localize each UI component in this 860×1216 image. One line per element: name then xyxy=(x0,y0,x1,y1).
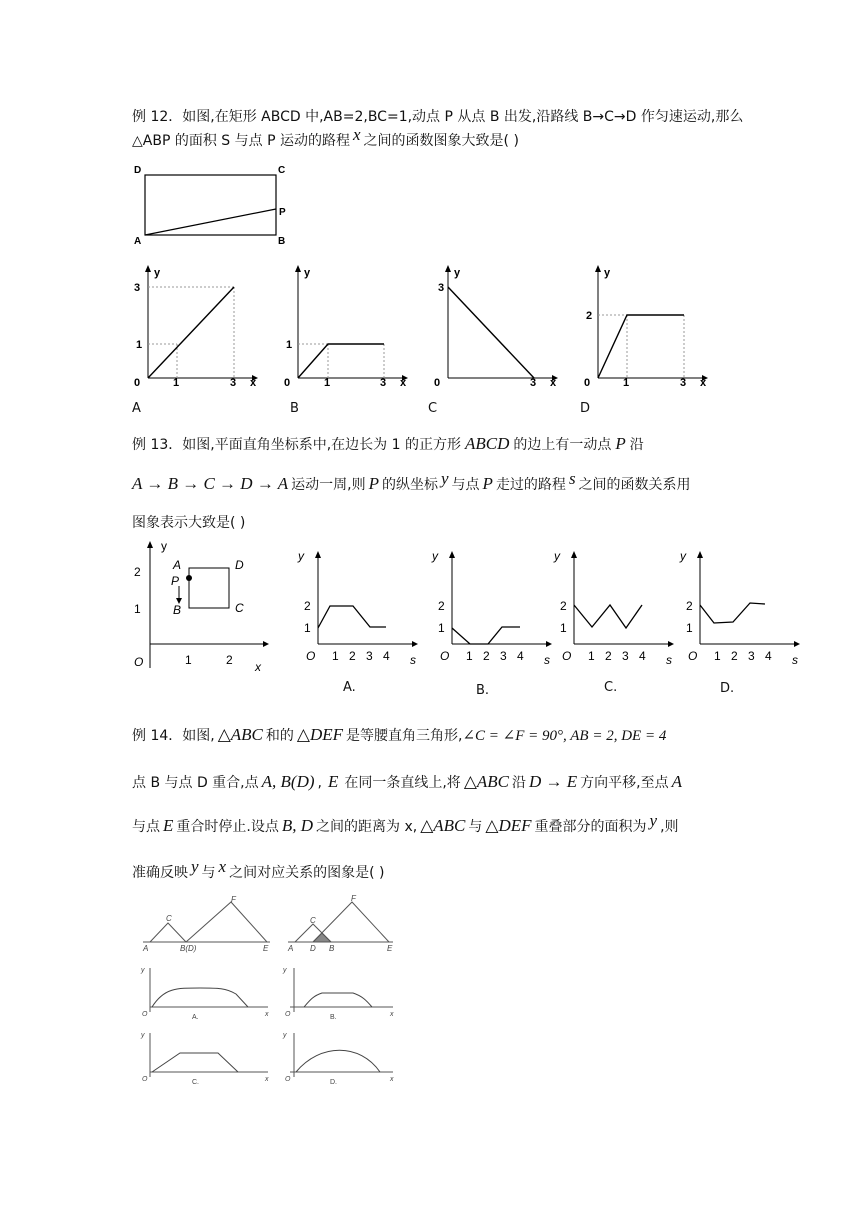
label-p: P xyxy=(171,574,180,588)
origin: O xyxy=(285,1076,291,1083)
xtick-3: 3 xyxy=(622,649,629,663)
ex14-text-2c: 在同一条直线上,将 xyxy=(344,775,461,791)
function-line xyxy=(574,605,642,628)
ex13-line3: 图象表示大致是( ) xyxy=(132,515,246,531)
ex14-text-1b: 和的 xyxy=(265,728,294,744)
ex14-graph-c xyxy=(140,1027,275,1087)
y-label: y xyxy=(161,539,167,553)
y-label: y xyxy=(283,967,287,974)
xtick-2: 2 xyxy=(349,649,356,663)
tick-3: 3 xyxy=(438,282,445,294)
xtick-3: 3 xyxy=(748,649,755,663)
y-arrow xyxy=(147,541,153,548)
xtick-3: 3 xyxy=(680,377,687,389)
triangle-abc xyxy=(150,923,186,942)
xtick-2: 2 xyxy=(605,649,612,663)
label-a: A xyxy=(143,944,149,953)
ex14-text-2d: 沿 xyxy=(512,775,526,791)
xtick-1: 1 xyxy=(173,377,180,389)
label-a: A xyxy=(288,944,294,953)
x-label: x xyxy=(265,1011,269,1018)
ex12-graph-c xyxy=(430,262,560,392)
ex14-text-3c: 之间的距离为 x, xyxy=(316,819,418,835)
ex12-option-c[interactable]: C xyxy=(428,401,438,416)
segment-ap xyxy=(145,209,276,235)
ex12-option-d[interactable]: D xyxy=(580,401,591,416)
label-b: B xyxy=(278,236,286,247)
ex14-math: ∠C = ∠F = 90°, AB = 2, DE = 4 xyxy=(462,728,667,744)
ytick-2: 2 xyxy=(560,599,567,613)
tick-2: 2 xyxy=(586,310,593,322)
function-line xyxy=(318,606,386,628)
origin: O xyxy=(134,655,144,669)
s-label: s xyxy=(544,653,550,667)
y-label: y xyxy=(432,549,438,563)
ex13-var-p3: P xyxy=(482,474,493,493)
xtick-1: 1 xyxy=(185,653,192,667)
ytick-1: 1 xyxy=(438,621,445,635)
ex14-text-1a: 例 14．如图, xyxy=(132,728,215,744)
ex14-triangles-initial xyxy=(140,895,275,955)
ex13-graph-a xyxy=(296,548,426,673)
y-arrow xyxy=(449,551,455,558)
x-arrow xyxy=(794,641,800,647)
ex13-text-2e: 走过的路程 xyxy=(495,477,566,493)
x-label: x xyxy=(255,660,261,674)
function-curve xyxy=(152,988,248,1007)
xtick-4: 4 xyxy=(639,649,646,663)
y-arrow xyxy=(697,551,703,558)
y-arrow xyxy=(295,265,301,272)
ex14-triangles-shifted xyxy=(285,893,397,955)
function-line xyxy=(598,315,684,378)
tick-1: 1 xyxy=(136,339,143,351)
ex14-graph-a xyxy=(140,962,275,1022)
y-arrow xyxy=(145,265,151,272)
xtick-1: 1 xyxy=(623,377,630,389)
ex14-text-4a: 准确反映 xyxy=(132,865,188,881)
label-d: D xyxy=(235,558,244,572)
y-label: y xyxy=(454,267,461,279)
y-arrow xyxy=(315,551,321,558)
ex13-square-figure xyxy=(128,538,278,678)
label-a: A xyxy=(173,558,182,572)
ytick-1: 1 xyxy=(560,621,567,635)
ex12-option-b[interactable]: B xyxy=(290,401,299,416)
origin: 0 xyxy=(434,377,441,389)
origin: O xyxy=(306,649,316,663)
x-label: x xyxy=(390,1011,394,1018)
ex12-graph-a xyxy=(130,262,260,392)
xtick-3: 3 xyxy=(530,377,537,389)
x-arrow xyxy=(412,641,418,647)
ex13-text-1c: 沿 xyxy=(629,437,644,453)
origin: 0 xyxy=(134,377,141,389)
xtick-4: 4 xyxy=(383,649,390,663)
x-label: x xyxy=(400,377,407,389)
y-label: y xyxy=(298,549,304,563)
ex13-text-2b: 一周,则 xyxy=(319,477,366,493)
function-line xyxy=(700,603,765,623)
label-e: E xyxy=(387,944,393,953)
ex14-var-e2: E xyxy=(163,816,174,835)
ytick-2: 2 xyxy=(438,599,445,613)
ex13-option-a[interactable]: A. xyxy=(343,680,356,695)
origin: O xyxy=(142,1076,148,1083)
ytick-2: 2 xyxy=(304,599,311,613)
ex13-text-1a: 例 13．如图,平面直角坐标系中,在边长为 1 的正方形 xyxy=(132,437,461,453)
ytick-2: 2 xyxy=(686,599,693,613)
xtick-1: 1 xyxy=(332,649,339,663)
xtick-4: 4 xyxy=(517,649,524,663)
ex12-line2-text-b: 之间的函数图象大致是( ) xyxy=(363,133,519,149)
ex13-option-b[interactable]: B. xyxy=(476,683,490,698)
ex14-text-2a: 点 B 与点 D 重合,点 xyxy=(132,775,259,791)
label-c: C xyxy=(278,165,286,176)
ex14-var-abc: △ABC xyxy=(217,725,263,744)
ex12-line2 xyxy=(132,125,519,150)
y-label: y xyxy=(141,967,145,974)
ex12-graph-b xyxy=(280,262,410,392)
ex13-path: A → B → C → D → A xyxy=(132,474,289,493)
function-curve xyxy=(304,993,372,1007)
function-curve xyxy=(296,1050,380,1072)
origin: O xyxy=(688,649,698,663)
ex12-line1: 例 12．如图,在矩形 ABCD 中,AB=2,BC=1,动点 P 从点 B 出发,沿路线 B→C→D 作匀速运动,那么 xyxy=(132,109,744,125)
triangle-def xyxy=(186,902,267,942)
xtick-3: 3 xyxy=(500,649,507,663)
ytick-1: 1 xyxy=(686,621,693,635)
ex13-line1 xyxy=(132,434,644,454)
xtick-3: 3 xyxy=(366,649,373,663)
ex14-line4 xyxy=(132,857,385,882)
function-line xyxy=(148,287,234,378)
x-arrow xyxy=(263,641,269,647)
label-a: A xyxy=(134,236,142,247)
origin: 0 xyxy=(584,377,591,389)
ex14-text-2b: , xyxy=(317,775,322,791)
origin: O xyxy=(562,649,572,663)
x-arrow xyxy=(668,641,674,647)
ex14-var-a: A xyxy=(671,772,683,791)
y-label: y xyxy=(304,267,311,279)
ex14-var-abc3: △ABC xyxy=(420,816,466,835)
label-bd: B(D) xyxy=(180,944,197,953)
ex14-text-4c: 之间对应关系的图象是( ) xyxy=(229,865,385,881)
y-arrow xyxy=(571,551,577,558)
ex14-text-3b: 重合时停止.设点 xyxy=(176,819,279,835)
ex14-text-3d: 与 xyxy=(468,819,483,835)
ex14-text-3e: 重叠部分的面积为 xyxy=(534,819,647,835)
xtick-4: 4 xyxy=(765,649,772,663)
caption: C. xyxy=(192,1079,199,1086)
ex12-line2-text-a: △ABP 的面积 S 与点 P 运动的路程 xyxy=(132,133,350,149)
y-label: y xyxy=(604,267,611,279)
caption: B. xyxy=(330,1014,337,1021)
square-abcd xyxy=(189,568,229,608)
ex14-text-2e: 方向平移,至点 xyxy=(580,775,669,791)
ex13-var-p2: P xyxy=(368,474,379,493)
function-line xyxy=(452,627,520,644)
ex14-text-4b: 与 xyxy=(201,865,216,881)
ex12-option-a[interactable]: A xyxy=(132,401,141,416)
ex14-line3 xyxy=(132,811,679,836)
xtick-1: 1 xyxy=(466,649,473,663)
label-b: B xyxy=(173,603,182,617)
s-label: s xyxy=(792,653,798,667)
ex13-var-s: s xyxy=(568,469,576,488)
xtick-3: 3 xyxy=(380,377,387,389)
label-c: C xyxy=(235,601,244,615)
xtick-1: 1 xyxy=(588,649,595,663)
tick-3: 3 xyxy=(134,282,141,294)
ex13-text-2c: 的纵坐标 xyxy=(382,477,438,493)
point-p xyxy=(186,575,192,581)
function-line xyxy=(152,1053,238,1072)
ex13-graph-d xyxy=(678,548,808,673)
ex14-var-de: D → E xyxy=(529,772,578,791)
ex14-var-y: y xyxy=(649,811,658,830)
ex13-line2 xyxy=(132,469,691,494)
rectangle-abcd xyxy=(145,175,276,235)
label-d: D xyxy=(310,944,316,953)
ex13-graph-b xyxy=(430,548,560,673)
xtick-2: 2 xyxy=(226,653,233,667)
s-label: s xyxy=(666,653,672,667)
ex13-var-y: y xyxy=(441,469,449,488)
x-label: x xyxy=(700,377,707,389)
label-d: D xyxy=(134,165,142,176)
label-f: F xyxy=(351,894,356,903)
xtick-1: 1 xyxy=(714,649,721,663)
x-label: x xyxy=(265,1076,269,1083)
ex14-text-3f: ,则 xyxy=(660,819,679,835)
x-label: x xyxy=(390,1076,394,1083)
ex14-line2 xyxy=(132,772,685,792)
ex13-option-d[interactable]: D. xyxy=(720,681,735,696)
y-label: y xyxy=(154,267,161,279)
function-line xyxy=(298,344,384,378)
ex13-var-p: P xyxy=(615,434,626,453)
origin: O xyxy=(440,649,450,663)
ex12-graph-d xyxy=(580,262,710,392)
label-f: F xyxy=(231,895,236,904)
ex14-graph-b xyxy=(280,962,400,1022)
xtick-3: 3 xyxy=(230,377,237,389)
ytick-1: 1 xyxy=(304,621,311,635)
y-arrow xyxy=(445,265,451,272)
ex14-text-1c: 是等腰直角三角形, xyxy=(346,728,463,744)
origin: O xyxy=(285,1011,291,1018)
ex13-graph-c xyxy=(552,548,682,673)
ex14-var-bd: B, D xyxy=(281,816,314,835)
xtick-2: 2 xyxy=(731,649,738,663)
x-label: x xyxy=(550,377,557,389)
y-label: y xyxy=(283,1032,287,1039)
xtick-2: 2 xyxy=(483,649,490,663)
ex14-var-def: △DEF xyxy=(296,725,344,744)
ex13-text-2f: 之间的函数关系用 xyxy=(578,477,691,493)
origin: 0 xyxy=(284,377,291,389)
ex14-var-x: x xyxy=(218,857,227,876)
ex12-var-x: x xyxy=(352,125,361,144)
ex14-var-abd: A, B(D) xyxy=(261,772,315,791)
ex12-rectangle-figure xyxy=(130,160,290,250)
xtick-1: 1 xyxy=(324,377,331,389)
function-line xyxy=(448,287,534,378)
ex14-var-abc2: △ABC xyxy=(463,772,509,791)
y-arrow xyxy=(595,265,601,272)
caption: D. xyxy=(330,1079,337,1086)
ex13-text-2d: 与点 xyxy=(451,477,480,493)
caption: A. xyxy=(192,1014,199,1021)
ex14-graph-d xyxy=(280,1027,400,1087)
label-p: P xyxy=(279,207,286,218)
label-e: E xyxy=(263,944,269,953)
ex14-line1 xyxy=(132,725,666,745)
s-label: s xyxy=(410,653,416,667)
ex13-var-abcd: ABCD xyxy=(464,434,510,453)
x-label: x xyxy=(250,377,257,389)
ex14-var-e: E xyxy=(327,772,339,791)
tick-1: 1 xyxy=(286,339,293,351)
ytick-2: 2 xyxy=(134,565,141,579)
label-b: B xyxy=(329,944,335,953)
y-label: y xyxy=(680,549,686,563)
ex14-var-y2: y xyxy=(191,857,199,876)
label-c: C xyxy=(310,916,316,925)
ex14-var-def2: △DEF xyxy=(485,816,532,835)
ex13-option-c[interactable]: C. xyxy=(604,680,618,695)
y-label: y xyxy=(141,1032,145,1039)
ex13-text-2a: 运动 xyxy=(291,477,320,493)
ex13-text-1b: 的边上有一动点 xyxy=(513,437,612,453)
ytick-1: 1 xyxy=(134,602,141,616)
origin: O xyxy=(142,1011,148,1018)
overlap-region xyxy=(313,933,331,942)
ex14-text-3a: 与点 xyxy=(132,819,160,835)
y-label: y xyxy=(554,549,560,563)
label-c: C xyxy=(166,914,172,923)
